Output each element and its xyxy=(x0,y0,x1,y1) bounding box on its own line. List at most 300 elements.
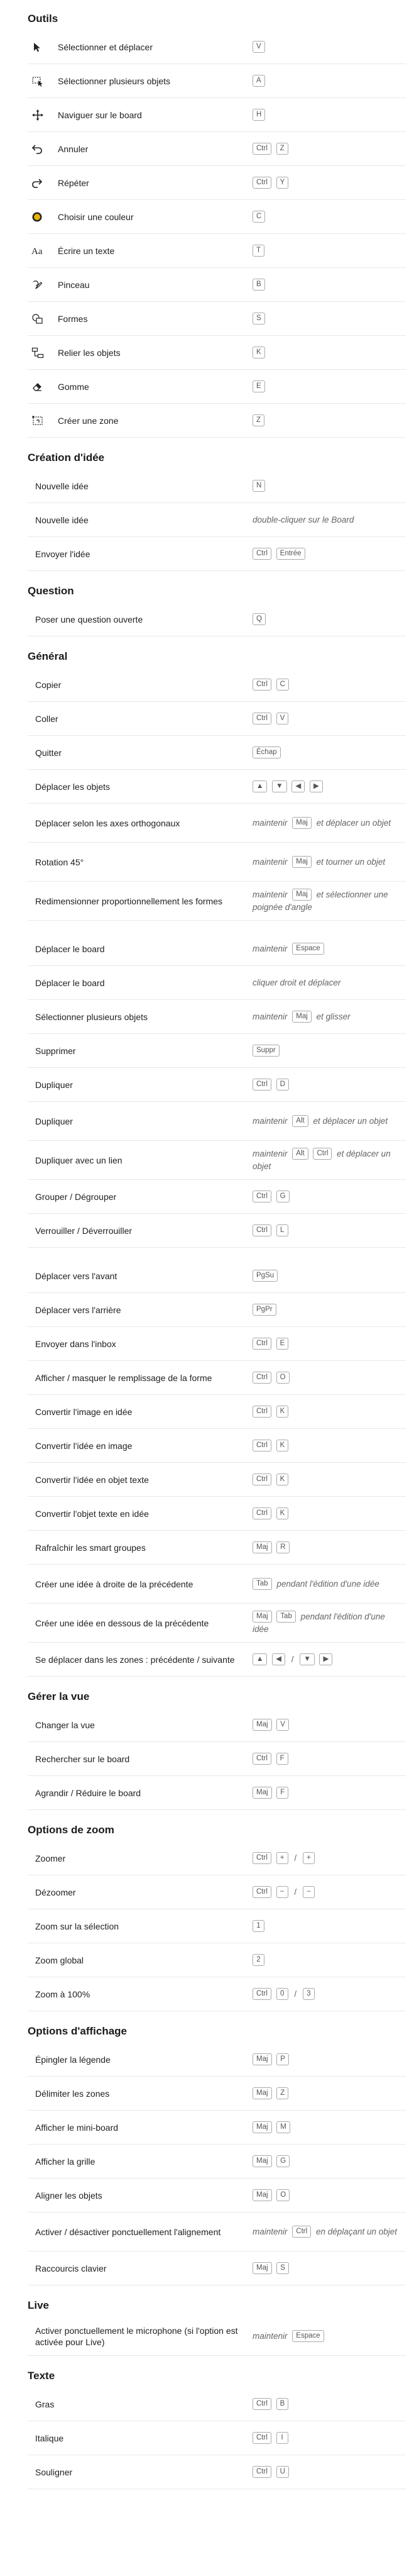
key-cap: R xyxy=(276,1541,289,1553)
shortcut-keys xyxy=(253,1079,406,1091)
shortcut-hint: et déplacer un objet xyxy=(253,1148,391,1171)
undo-icon xyxy=(28,143,53,155)
key-cap: K xyxy=(276,1474,289,1485)
shortcut-row xyxy=(28,537,406,571)
key-cap: O xyxy=(276,1372,290,1384)
shortcut-label: Sélectionner et déplacer xyxy=(58,42,153,52)
shortcut-hint: double-cliquer sur le Board xyxy=(253,514,354,525)
key-cap: Ctrl xyxy=(253,1507,271,1519)
shortcut-keys xyxy=(253,713,406,725)
shortcut-row xyxy=(28,1327,406,1361)
key-cap: Ctrl xyxy=(253,1474,271,1485)
connect-icon xyxy=(28,347,53,358)
shortcut-row xyxy=(28,2212,406,2251)
shortcut-row xyxy=(28,200,406,234)
shortcut-label: Dupliquer xyxy=(35,1079,73,1090)
key-cap: Maj xyxy=(253,1787,272,1799)
key-cap: B xyxy=(276,2398,289,2410)
shortcut-row xyxy=(28,503,406,537)
key-cap: Ctrl xyxy=(253,1406,271,1418)
shortcut-keys xyxy=(253,1440,406,1452)
section-title: Live xyxy=(28,2299,50,2311)
zone-icon xyxy=(28,415,53,426)
shortcut-row xyxy=(28,1068,406,1102)
shortcut-keys xyxy=(253,1338,406,1350)
shortcut-keys xyxy=(253,245,406,257)
shortcut-keys xyxy=(253,1954,406,1967)
shortcut-keys xyxy=(253,2087,406,2100)
key-separator: / xyxy=(294,1989,297,1999)
shortcut-hint: et glisser xyxy=(316,1011,351,1021)
shortcut-hint: maintenir xyxy=(253,857,288,867)
section-title: Outils xyxy=(28,13,58,25)
shortcut-label: Créer une idée à droite de la précédente xyxy=(35,1579,193,1589)
shortcut-label: Dupliquer avec un lien xyxy=(35,1155,122,1165)
key-cap: Alt xyxy=(292,1115,308,1127)
shortcut-row xyxy=(28,1102,406,1141)
key-cap: A xyxy=(253,75,265,87)
shortcut-keys xyxy=(253,1045,406,1057)
shortcut-label: Créer une idée en dessous de la précédente xyxy=(35,1618,209,1628)
shortcut-row xyxy=(28,966,406,1000)
key-separator: / xyxy=(294,1887,297,1897)
shortcut-label: Souligner xyxy=(35,2467,73,2477)
shortcut-row xyxy=(28,736,406,770)
shortcut-label: Déplacer les objets xyxy=(35,781,111,792)
shortcut-keys xyxy=(253,1115,406,1128)
shortcut-label: Nouvelle idée xyxy=(35,514,89,525)
shortcut-hint: et tourner un objet xyxy=(316,857,386,867)
multi-select-icon xyxy=(28,75,53,87)
shortcut-row xyxy=(28,1604,406,1643)
shortcut-row xyxy=(28,2179,406,2212)
shortcut-hint: maintenir xyxy=(253,889,288,899)
shortcut-hint: maintenir xyxy=(253,1148,288,1158)
key-cap: F xyxy=(276,1753,288,1765)
shortcut-keys xyxy=(253,548,406,560)
shortcut-keys xyxy=(253,211,406,223)
shortcut-label: Déplacer le board xyxy=(35,943,105,954)
key-cap: Ctrl xyxy=(253,1753,271,1765)
shortcut-hint: pendant l'édition d'une idée xyxy=(276,1579,379,1589)
shortcut-label: Déplacer vers l'avant xyxy=(35,1270,117,1281)
key-cap: Ctrl xyxy=(253,1440,271,1452)
key-cap: Ctrl xyxy=(253,1191,271,1202)
key-cap: ▲ xyxy=(253,1653,267,1665)
shortcut-keys xyxy=(253,1787,406,1799)
shortcut-hint: maintenir xyxy=(253,818,288,828)
shortcut-label: Afficher la grille xyxy=(35,2156,95,2167)
shortcut-keys xyxy=(253,1474,406,1486)
shortcut-keys xyxy=(253,1653,406,1666)
shortcut-label: Annuler xyxy=(58,143,89,154)
key-cap: G xyxy=(276,2155,290,2167)
key-cap: C xyxy=(276,679,289,691)
shortcut-label: Convertir l'objet texte en idée xyxy=(35,1508,149,1519)
shortcut-label: Agrandir / Réduire le board xyxy=(35,1787,141,1798)
shortcut-row xyxy=(28,2145,406,2179)
shortcut-hint: et sélectionner une poignée d'angle xyxy=(253,889,388,912)
shortcut-label: Envoyer l'idée xyxy=(35,548,90,559)
shortcut-label: Convertir l'idée en image xyxy=(35,1440,133,1451)
key-cap: Ctrl xyxy=(292,2226,311,2238)
shortcut-hint: maintenir xyxy=(253,2331,288,2341)
key-cap: D xyxy=(276,1079,289,1091)
shortcut-keys xyxy=(253,480,406,492)
shortcut-label: Changer la vue xyxy=(35,1719,95,1730)
key-cap: Ctrl xyxy=(253,548,271,560)
shortcut-keys xyxy=(253,1304,406,1316)
key-cap: Ctrl xyxy=(253,1886,271,1898)
shortcut-keys xyxy=(253,2189,406,2202)
shortcut-keys xyxy=(253,1886,406,1899)
shortcut-keys xyxy=(253,143,406,155)
shortcut-label: Sélectionner plusieurs objets xyxy=(58,75,170,86)
key-cap: U xyxy=(276,2466,289,2478)
shortcut-keys xyxy=(253,1507,406,1520)
shortcut-label: Gomme xyxy=(58,381,89,392)
section-vue xyxy=(28,1690,419,1810)
shortcut-label: Afficher le mini-board xyxy=(35,2122,119,2133)
key-cap: Maj xyxy=(253,2189,272,2201)
shortcut-hint: pendant l'édition d'une idée xyxy=(253,1611,385,1634)
key-cap: Q xyxy=(253,613,266,625)
shortcut-keys xyxy=(253,2398,406,2411)
shortcut-row xyxy=(28,882,406,921)
key-cap: G xyxy=(276,1191,290,1202)
shortcut-label: Convertir l'idée en objet texte xyxy=(35,1474,149,1485)
shortcut-keys xyxy=(253,2432,406,2445)
shortcut-keys xyxy=(253,313,406,325)
shortcut-label: Redimensionner proportionnellement les formes xyxy=(35,896,223,906)
shortcut-row xyxy=(28,1708,406,1742)
shortcut-row xyxy=(28,1429,406,1463)
shortcut-row xyxy=(28,1214,406,1248)
shortcut-label: Déplacer vers l'arrière xyxy=(35,1304,121,1315)
shortcut-keys xyxy=(253,817,406,830)
shortcut-keys xyxy=(253,1988,406,2001)
shortcut-hint: et déplacer un objet xyxy=(316,818,391,828)
key-cap: 3 xyxy=(303,1988,315,2000)
svg-text:Aa: Aa xyxy=(31,246,43,257)
key-cap: C xyxy=(253,211,265,223)
shortcut-row xyxy=(28,1776,406,1810)
key-cap: Y xyxy=(276,177,289,189)
key-cap: 1 xyxy=(253,1920,264,1932)
section-zoom xyxy=(28,1824,419,2011)
shortcut-row xyxy=(28,1742,406,1776)
key-cap: Tab xyxy=(276,1611,296,1623)
section-live xyxy=(28,2299,419,2356)
shortcut-row xyxy=(28,302,406,336)
shortcut-row xyxy=(28,2111,406,2145)
shortcut-row xyxy=(28,98,406,132)
key-cap: Ctrl xyxy=(253,1224,271,1236)
shapes-icon xyxy=(28,313,53,325)
shortcut-row xyxy=(28,1497,406,1531)
shortcut-label: Choisir une couleur xyxy=(58,211,134,222)
shortcut-keys xyxy=(253,347,406,359)
key-cap: Échap xyxy=(253,747,281,758)
key-cap: Maj xyxy=(253,2121,272,2133)
shortcut-label: Déplacer le board xyxy=(35,977,105,988)
key-cap: E xyxy=(253,380,265,392)
shortcut-row xyxy=(28,2077,406,2111)
key-cap: Ctrl xyxy=(313,1148,332,1160)
shortcut-label: Rechercher sur le board xyxy=(35,1753,130,1764)
key-cap: Ctrl xyxy=(253,1372,271,1384)
key-cap: F xyxy=(276,1787,288,1799)
shortcut-label: Zoom sur la sélection xyxy=(35,1921,119,1931)
shortcut-row xyxy=(28,1531,406,1565)
key-cap: PgPr xyxy=(253,1304,276,1316)
shortcut-keys xyxy=(253,279,406,291)
key-cap: Maj xyxy=(292,817,312,829)
key-cap: V xyxy=(253,41,265,53)
shortcut-row xyxy=(28,2317,406,2356)
shortcut-label: Dupliquer xyxy=(35,1116,73,1126)
shortcut-label: Quitter xyxy=(35,747,62,758)
key-cap: L xyxy=(276,1224,288,1236)
key-cap: N xyxy=(253,480,265,492)
key-cap: Z xyxy=(276,2087,288,2099)
key-cap: Espace xyxy=(292,2330,324,2342)
shortcut-row xyxy=(28,804,406,843)
shortcut-row xyxy=(28,843,406,882)
key-cap: Ctrl xyxy=(253,1988,271,2000)
shortcut-label: Coller xyxy=(35,713,58,724)
shortcut-keys xyxy=(253,2262,406,2275)
shortcut-keys xyxy=(253,1719,406,1731)
cursor-icon xyxy=(28,42,53,53)
key-cap: ▶ xyxy=(310,780,323,792)
shortcut-label: Raccourcis clavier xyxy=(35,2263,107,2273)
shortcut-hint: maintenir xyxy=(253,2226,288,2236)
shortcut-keys xyxy=(253,780,406,793)
key-cap: Ctrl xyxy=(253,2398,271,2410)
section-title: Gérer la vue xyxy=(28,1690,90,1702)
key-cap: Maj xyxy=(292,1011,312,1023)
shortcut-row xyxy=(28,1361,406,1395)
shortcut-label: Formes xyxy=(58,313,88,324)
shortcut-label: Nouvelle idée xyxy=(35,480,89,491)
key-cap: Tab xyxy=(253,1578,272,1590)
shortcut-row xyxy=(28,1141,406,1180)
key-cap: P xyxy=(276,2053,289,2065)
shortcut-row xyxy=(28,1259,406,1293)
section-texte xyxy=(28,2370,419,2489)
shortcut-label: Créer une zone xyxy=(58,415,119,426)
section-title: Options de zoom xyxy=(28,1824,114,1836)
key-cap: S xyxy=(276,2262,289,2274)
key-cap: Maj xyxy=(253,2155,272,2167)
shortcut-hint: maintenir xyxy=(253,943,288,953)
section-outils xyxy=(28,13,419,438)
key-cap: Z xyxy=(253,414,264,426)
section-title: Texte xyxy=(28,2370,55,2382)
shortcut-label: Supprimer xyxy=(35,1045,76,1056)
shortcut-keys xyxy=(253,889,406,914)
shortcut-row xyxy=(28,668,406,702)
shortcut-keys xyxy=(253,1611,406,1636)
shortcut-label: Convertir l'image en idée xyxy=(35,1406,133,1417)
shortcut-keys xyxy=(253,514,406,526)
shortcut-keys xyxy=(253,75,406,87)
key-cap: H xyxy=(253,109,265,121)
shortcut-row xyxy=(28,166,406,200)
shortcut-keys xyxy=(253,41,406,53)
shortcut-label: Se déplacer dans les zones : précédente / suivante xyxy=(35,1654,235,1665)
shortcut-row xyxy=(28,770,406,804)
key-cap: Maj xyxy=(253,2262,272,2274)
shortcut-keys xyxy=(253,2053,406,2066)
key-separator: / xyxy=(294,1853,297,1863)
key-cap: M xyxy=(276,2121,290,2133)
key-separator: / xyxy=(291,1654,294,1664)
shortcut-label: Sélectionner plusieurs objets xyxy=(35,1011,148,1022)
shortcut-label: Verrouiller / Déverrouiller xyxy=(35,1225,133,1236)
key-cap: ◀ xyxy=(291,780,305,792)
key-cap: K xyxy=(276,1507,289,1519)
shortcut-label: Écrire un texte xyxy=(58,245,115,256)
key-cap: Ctrl xyxy=(253,679,271,691)
shortcut-label: Italique xyxy=(35,2433,64,2443)
shortcut-label: Répéter xyxy=(58,177,89,188)
key-cap: ◀ xyxy=(272,1653,285,1665)
shortcut-label: Délimiter les zones xyxy=(35,2088,110,2099)
shortcut-row xyxy=(28,2421,406,2455)
key-cap: + xyxy=(276,1852,288,1864)
shortcut-row xyxy=(28,1000,406,1034)
key-cap: Maj xyxy=(253,2053,272,2065)
eraser-icon xyxy=(28,381,53,392)
redo-icon xyxy=(28,177,53,189)
shortcut-keys xyxy=(253,1270,406,1282)
shortcut-row xyxy=(28,1293,406,1327)
key-cap: 0 xyxy=(276,1988,288,2000)
key-cap: Ctrl xyxy=(253,1338,271,1350)
key-cap: Maj xyxy=(292,889,312,901)
shortcut-keys xyxy=(253,856,406,869)
shortcut-row xyxy=(28,30,406,64)
shortcut-keys xyxy=(253,109,406,121)
key-cap: + xyxy=(303,1852,315,1864)
shortcut-keys xyxy=(253,2155,406,2168)
shortcut-label: Activer / désactiver ponctuellement l'alignement xyxy=(35,2226,221,2237)
shortcut-keys xyxy=(253,1578,406,1591)
shortcut-label: Zoom à 100% xyxy=(35,1989,90,1999)
key-cap: PgSu xyxy=(253,1270,278,1282)
key-cap: ▶ xyxy=(319,1653,332,1665)
shortcut-row xyxy=(28,1841,406,1875)
shortcut-row xyxy=(28,1034,406,1068)
shortcut-row xyxy=(28,1643,406,1677)
color-picker-icon xyxy=(28,211,53,223)
key-cap: Suppr xyxy=(253,1045,280,1057)
key-cap: Maj xyxy=(253,1611,272,1623)
shortcut-row xyxy=(28,1943,406,1977)
key-cap: V xyxy=(276,713,289,724)
shortcut-row xyxy=(28,1565,406,1604)
key-cap: S xyxy=(253,313,265,325)
shortcut-hint: maintenir xyxy=(253,1011,288,1021)
shortcut-row xyxy=(28,404,406,438)
brush-icon xyxy=(28,279,53,291)
key-cap: T xyxy=(253,245,264,257)
key-cap: K xyxy=(276,1406,289,1418)
shortcut-keys xyxy=(253,1753,406,1765)
shortcut-row xyxy=(28,336,406,370)
shortcut-keys xyxy=(253,2226,406,2238)
section-affichage xyxy=(28,2025,419,2285)
key-cap: Ctrl xyxy=(253,2432,271,2444)
shortcut-keys xyxy=(253,1191,406,1203)
shortcut-row xyxy=(28,2251,406,2285)
key-cap: Maj xyxy=(253,1719,272,1731)
shortcut-keys xyxy=(253,2466,406,2479)
shortcut-keys xyxy=(253,1852,406,1865)
shortcut-label: Épingler la légende xyxy=(35,2054,111,2065)
key-cap: Ctrl xyxy=(253,713,271,724)
key-cap: Ctrl xyxy=(253,1079,271,1091)
shortcut-keys xyxy=(253,1224,406,1237)
shortcut-row xyxy=(28,1395,406,1429)
shortcut-keys xyxy=(253,1011,406,1023)
shortcut-keys xyxy=(253,1372,406,1384)
shortcut-label: Rafraîchir les smart groupes xyxy=(35,1542,146,1553)
section-question xyxy=(28,585,419,636)
shortcut-label: Aligner les objets xyxy=(35,2190,102,2201)
key-cap: Maj xyxy=(253,2087,272,2099)
shortcut-label: Gras xyxy=(35,2399,55,2409)
shortcut-keys xyxy=(253,943,406,955)
shortcut-label: Dézoomer xyxy=(35,1887,76,1897)
key-cap: ▼ xyxy=(300,1653,314,1665)
shortcut-keys xyxy=(253,613,406,626)
shortcut-label: Afficher / masquer le remplissage de la forme xyxy=(35,1372,212,1383)
shortcut-keys xyxy=(253,414,406,427)
shortcut-label: Relier les objets xyxy=(58,347,121,358)
key-cap: Espace xyxy=(292,943,324,955)
shortcut-label: Poser une question ouverte xyxy=(35,614,143,625)
shortcut-label: Déplacer selon les axes orthogonaux xyxy=(35,818,180,828)
section-title: Question xyxy=(28,585,74,597)
key-cap: B xyxy=(253,279,265,291)
shortcut-keys xyxy=(253,2121,406,2134)
section-title: Options d'affichage xyxy=(28,2025,127,2037)
key-cap: I xyxy=(276,2432,288,2444)
shortcut-label: Naviguer sur le board xyxy=(58,109,142,120)
shortcut-row xyxy=(28,1977,406,2011)
shortcut-row xyxy=(28,2043,406,2077)
key-cap: Maj xyxy=(292,856,312,868)
key-cap: E xyxy=(276,1338,289,1350)
shortcut-label: Copier xyxy=(35,679,62,690)
shortcut-row xyxy=(28,1909,406,1943)
shortcut-keys xyxy=(253,177,406,189)
section-title: Général xyxy=(28,650,68,662)
key-cap: Entrée xyxy=(276,548,305,560)
key-cap: Ctrl xyxy=(253,1852,271,1864)
shortcut-row xyxy=(28,64,406,98)
shortcut-label: Zoom global xyxy=(35,1955,84,1965)
shortcut-keys xyxy=(253,747,406,759)
shortcut-label: Zoomer xyxy=(35,1853,66,1863)
shortcut-keys xyxy=(253,1541,406,1554)
shortcut-row xyxy=(28,932,406,966)
key-cap: − xyxy=(303,1886,315,1898)
key-cap: Ctrl xyxy=(253,143,271,155)
